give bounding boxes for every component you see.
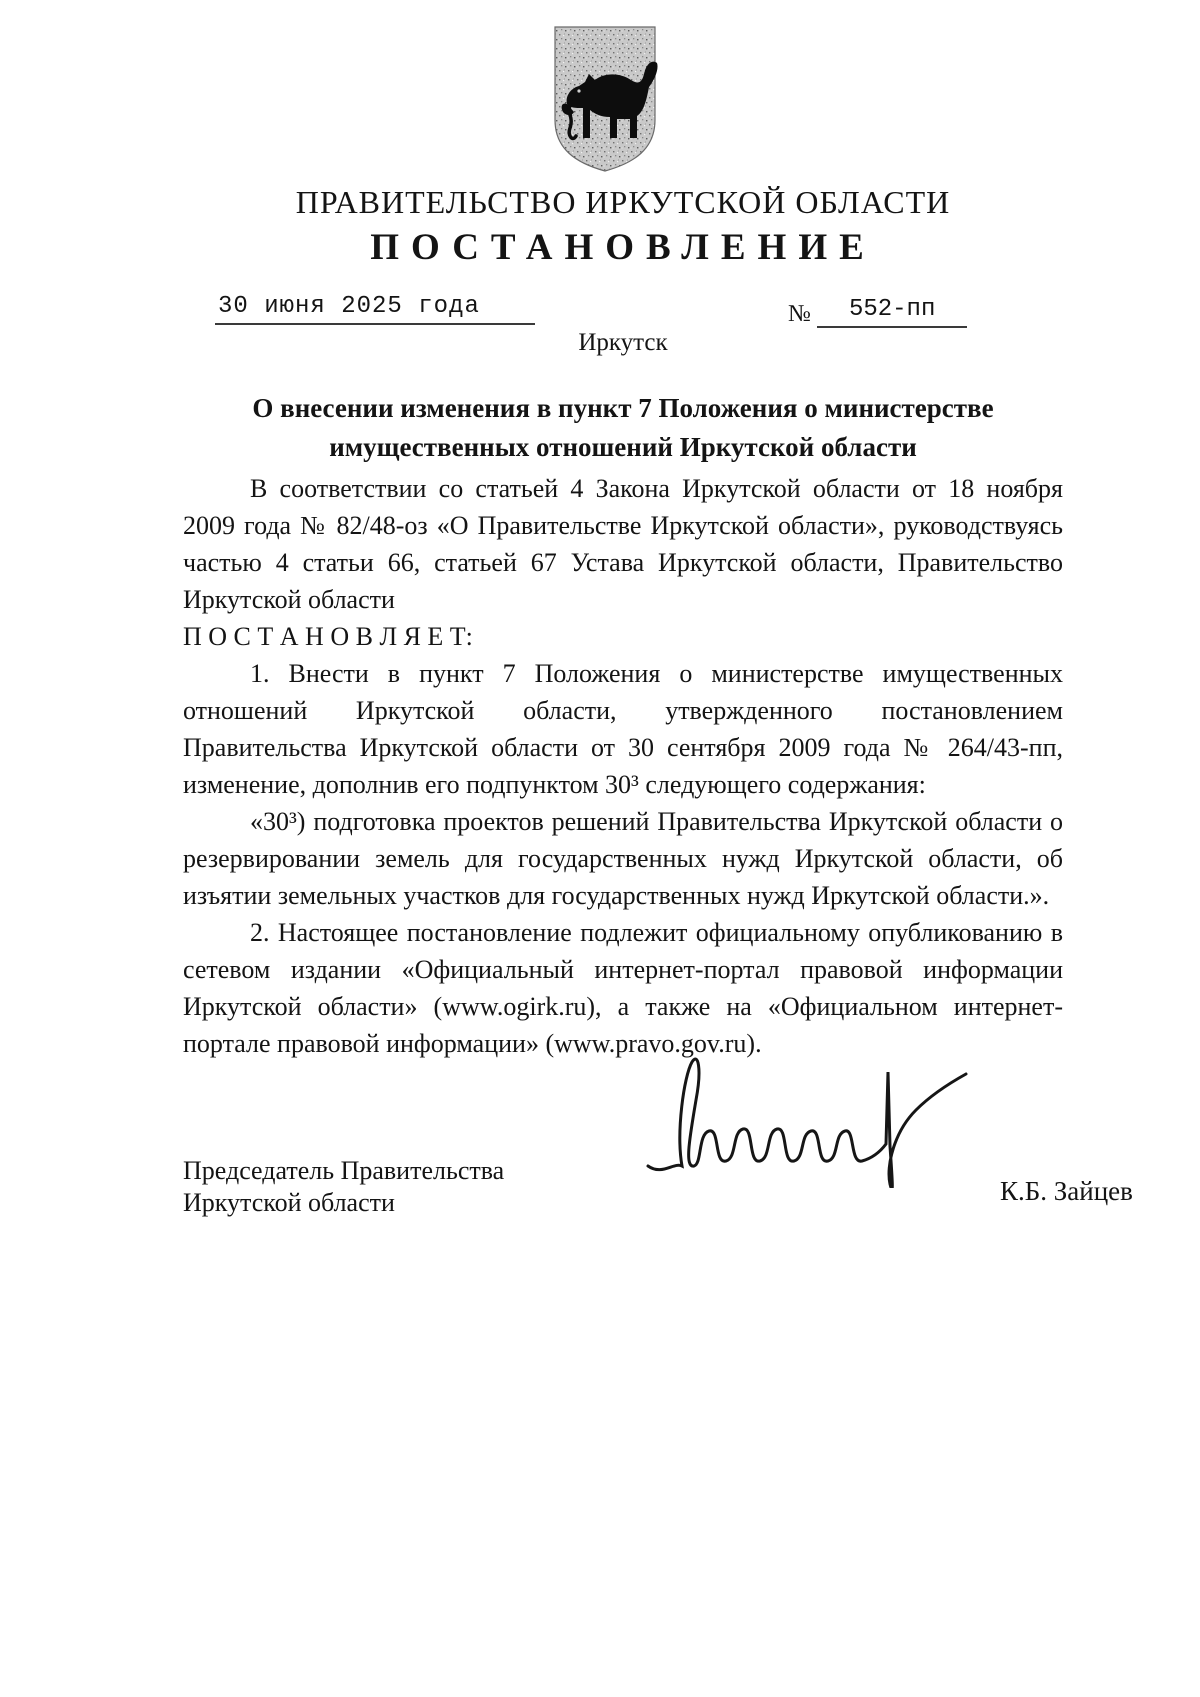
paragraph-item-2: 2. Настоящее постановление подлежит официальному опубликованию в сетевом издании «Официальный интернет-портал правовой информации Иркутской области» (www.ogirk.ru), а также на «Официальном интернет-портале правовой информации» (www.pravo.gov.ru). xyxy=(183,918,1063,1058)
paragraph-preamble: В соответствии со статьей 4 Закона Иркутской области от 18 ноября 2009 года № 82/48-оз «О Правительстве Иркутской области», руководствуясь частью 4 статьи 66, статьей 67 Устава Иркутской области, Правительство Иркутской области xyxy=(183,474,1063,614)
document-title xyxy=(183,389,1063,467)
handwritten-signature xyxy=(642,1028,972,1188)
signer-name: К.Б. Зайцев xyxy=(1000,1176,1133,1206)
document-type-heading: ПОСТАНОВЛЕНИЕ xyxy=(370,227,876,268)
document-body xyxy=(183,470,1063,1062)
document-city: Иркутск xyxy=(578,329,668,356)
paragraph-subitem-30-3: «30³) подготовка проектов решений Правительства Иркутской области о резервировании земель для государственных нужд Иркутской области, об изъятии земельных участков для государственных нужд Иркутской области.». xyxy=(183,807,1063,910)
document-date: 30 июня 2025 года xyxy=(215,293,535,325)
paragraph-item-1: 1. Внести в пункт 7 Положения о министерстве имущественных отношений Иркутской области, утвержденного постановлением Правительства Иркутской области от 30 сентября 2009 года № 264/43-пп, изменение, дополнив его подпунктом 30³ следующего содержания: xyxy=(183,659,1063,799)
document-title-text: О внесении изменения в пункт 7 Положения о министерстве имущественных отношений Иркутской области xyxy=(252,393,994,462)
signer-position-line1: Председатель Правительства xyxy=(183,1156,505,1185)
signer-position-line2: Иркутской области xyxy=(183,1188,395,1217)
number-sign: № xyxy=(788,301,811,327)
paragraph-resolves: П О С Т А Н О В Л Я Е Т: xyxy=(183,622,473,651)
organization-name: ПРАВИТЕЛЬСТВО ИРКУТСКОЙ ОБЛАСТИ xyxy=(295,184,951,220)
document-number-group xyxy=(788,296,967,328)
document-number: 552-пп xyxy=(817,296,967,328)
irkutsk-coat-of-arms-icon xyxy=(549,24,661,174)
